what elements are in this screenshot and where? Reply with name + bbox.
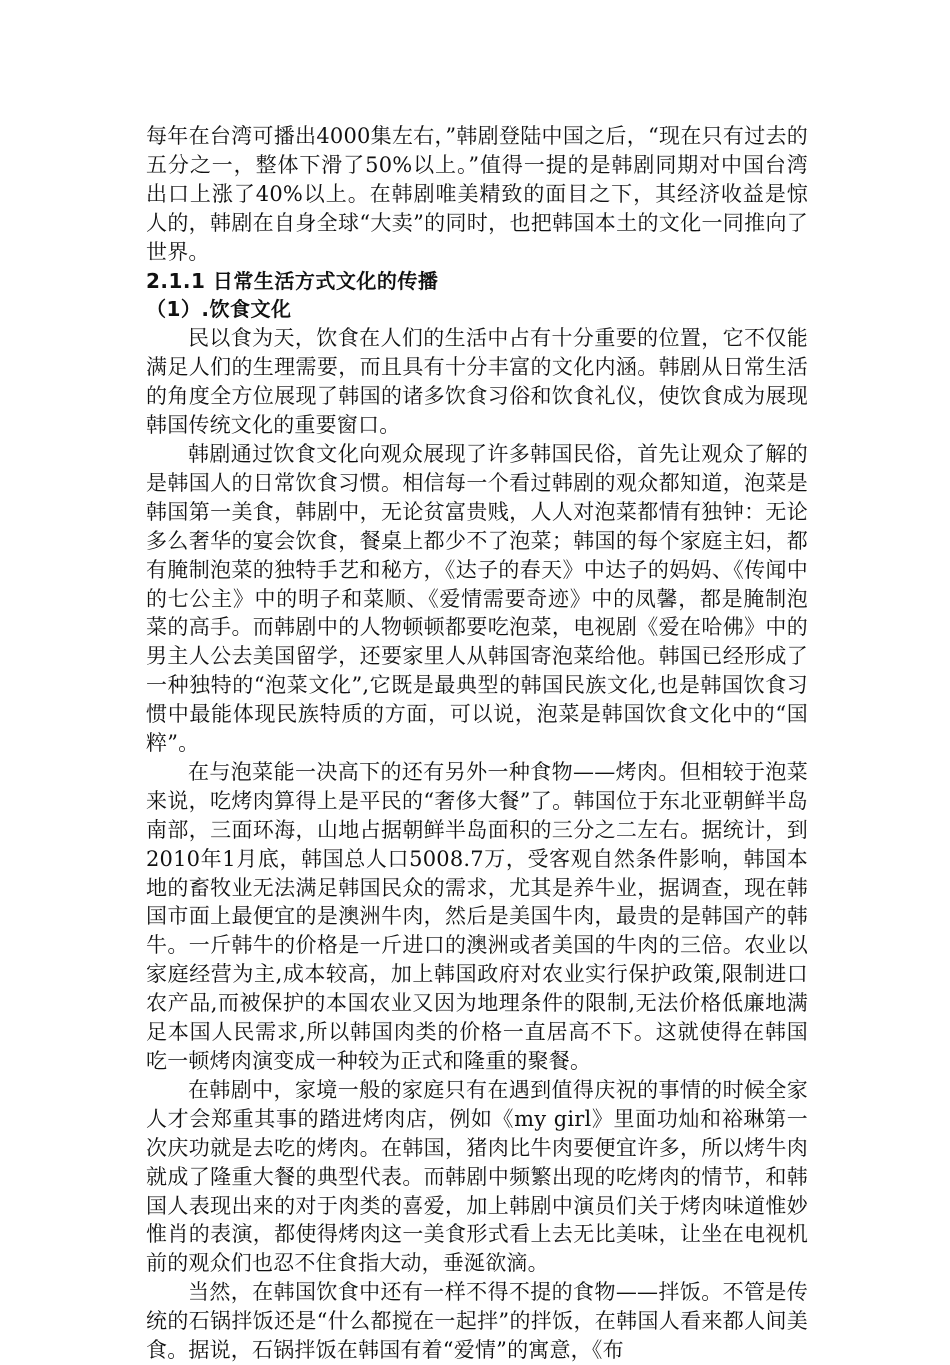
body-paragraph: 在韩剧中，家境一般的家庭只有在遇到值得庆祝的事情的时候全家人才会郑重其事的踏进烤肉店，例如《my girl》里面功灿和裕琳第一次庆功就是去吃的烤肉。在韩国，猪肉比牛肉要便宜许多，所以烤牛肉就成了隆重大餐的典型代表。而韩剧中频繁出现的吃烤肉的情节，和韩国人表现出来的对于肉类的喜爱，加上韩剧中演员们关于烤肉味道惟妙惟肖的表演，都使得烤肉这一美食形式看上去无比美味，让坐在电视机前的观众们也忍不住食指大动，垂涎欲滴。 <box>146 1077 808 1276</box>
subsection-heading: （1）.饮食文化 <box>146 297 292 322</box>
section-heading: 2.1.1 日常生活方式文化的传播 <box>146 268 439 293</box>
intro-paragraph: 每年在台湾可播出4000集左右，”韩剧登陆中国之后，“现在只有过去的五分之一，整体下滑了50%以上。”值得一提的是韩剧同期对中国台湾出口上涨了40%以上。在韩剧唯美精致的面目之下，其经济收益是惊人的，韩剧在自身全球“大卖”的同时，也把韩国本土的文化一同推向了世界。 <box>146 124 808 264</box>
document-page <box>146 122 808 1365</box>
body-paragraph: 民以食为天，饮食在人们的生活中占有十分重要的位置，它不仅能满足人们的生理需要，而且具有十分丰富的文化内涵。韩剧从日常生活的角度全方位展现了韩国的诸多饮食习俗和饮食礼仪，使饮食成为展现韩国传统文化的重要窗口。 <box>146 326 808 438</box>
body-paragraph: 当然，在韩国饮食中还有一样不得不提的食物——拌饭。不管是传统的石锅拌饭还是“什么都搅在一起拌”的拌饭，在韩国人看来都人间美食。据说，石锅拌饭在韩国有着“爱情”的寓意，《布 <box>146 1280 808 1363</box>
body-paragraph: 韩剧通过饮食文化向观众展现了许多韩国民俗，首先让观众了解的是韩国人的日常饮食习惯。相信每一个看过韩剧的观众都知道，泡菜是韩国第一美食，韩剧中，无论贫富贵贱，人人对泡菜都情有独钟：无论多么奢华的宴会饮食，餐桌上都少不了泡菜；韩国的每个家庭主妇，都有腌制泡菜的独特手艺和秘方，《达子的春天》中达子的妈妈、《传闻中的七公主》中的明子和菜顺、《爱情需要奇迹》中的凤馨，都是腌制泡菜的高手。而韩剧中的人物顿顿都要吃泡菜，电视剧《爱在哈佛》中的男主人公去美国留学，还要家里人从韩国寄泡菜给他。韩国已经形成了一种独特的“泡菜文化”,它既是最典型的韩国民族文化,也是韩国饮食习惯中最能体现民族特质的方面，可以说，泡菜是韩国饮食文化中的“国粹”。 <box>146 441 808 756</box>
body-paragraph: 在与泡菜能一决高下的还有另外一种食物——烤肉。但相较于泡菜来说，吃烤肉算得上是平民的“奢侈大餐”了。韩国位于东北亚朝鲜半岛南部，三面环海，山地占据朝鲜半岛面积的三分之二左右。据统计，到2010年1月底，韩国总人口5008.7万，受客观自然条件影响，韩国本地的畜牧业无法满足韩国民众的需求，尤其是养牛业，据调查，现在韩国市面上最便宜的是澳洲牛肉，然后是美国牛肉，最贵的是韩国产的韩牛。一斤韩牛的价格是一斤进口的澳洲或者美国的牛肉的三倍。农业以家庭经营为主,成本较高，加上韩国政府对农业实行保护政策,限制进口农产品,而被保护的本国农业又因为地理条件的限制,无法价格低廉地满足本国人民需求,所以韩国肉类的价格一直居高不下。这就使得在韩国吃一顿烤肉演变成一种较为正式和隆重的聚餐。 <box>146 759 808 1073</box>
